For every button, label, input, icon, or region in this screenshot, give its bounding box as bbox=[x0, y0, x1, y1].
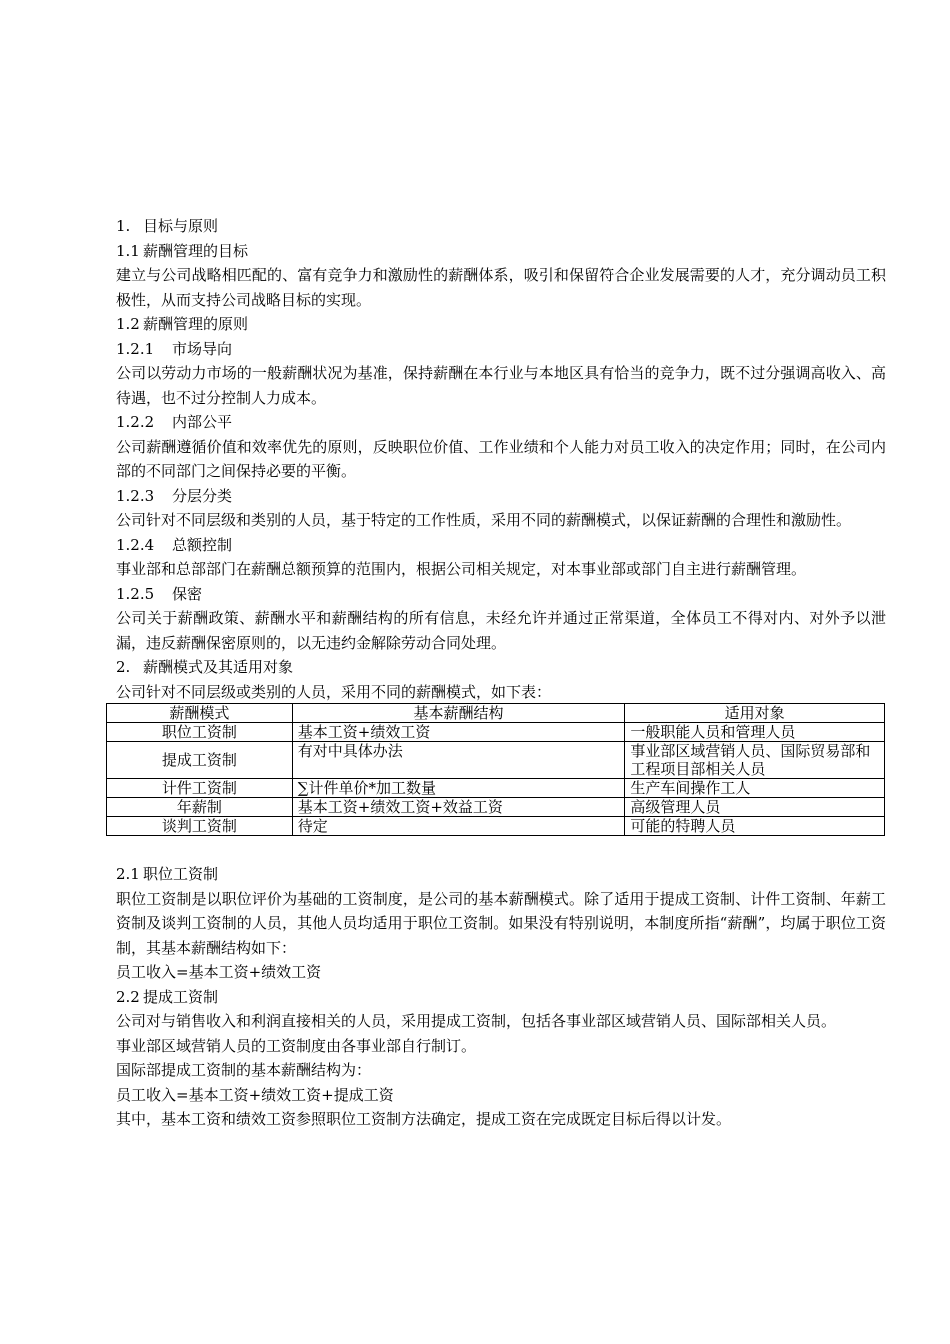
section-1-2-1-heading: 1.2.1 市场导向 bbox=[116, 339, 233, 358]
table-cell-target: 一般职能人员和管理人员 bbox=[625, 723, 885, 742]
section-1-1-heading: 1.1 薪酬管理的目标 bbox=[116, 241, 249, 260]
section-2-2-body: 其中，基本工资和绩效工资参照职位工资制方法确定，提成工资在完成既定目标后得以计发。 bbox=[116, 1110, 732, 1128]
table-cell-target: 可能的特聘人员 bbox=[625, 817, 885, 836]
table-cell-structure: 有对中具体办法 bbox=[292, 742, 625, 779]
table-cell-model: 谈判工资制 bbox=[107, 817, 293, 836]
table-row bbox=[107, 817, 885, 836]
section-1-2-1-body: 公司以劳动力市场的一般薪酬状况为基准，保持薪酬在本行业与本地区具有恰当的竞争力，既不过分强调高收入、高待遇，也不过分控制人力成本。 bbox=[116, 364, 886, 407]
section-1-2-4-heading: 1.2.4 总额控制 bbox=[116, 535, 233, 554]
spacer bbox=[116, 836, 886, 862]
section-2-1-heading: 2.1 职位工资制 bbox=[116, 865, 219, 883]
section-1-heading: 1. 目标与原则 bbox=[116, 217, 219, 235]
section-1-2-5-heading: 1.2.5 保密 bbox=[116, 584, 203, 603]
table-header-cell: 适用对象 bbox=[625, 704, 885, 723]
section-2-1-body: 职位工资制是以职位评价为基础的工资制度，是公司的基本薪酬模式。除了适用于提成工资制、计件工资制、年薪工资制及谈判工资制的人员，其他人员均适用于职位工资制。如果没有特别说明，本制度所指“薪酬”，均属于职位工资制，其基本薪酬结构如下： bbox=[116, 889, 886, 957]
section-1-1-body: 建立与公司战略相匹配的、富有竞争力和激励性的薪酬体系，吸引和保留符合企业发展需要的人才，充分调动员工积极性，从而支持公司战略目标的实现。 bbox=[116, 266, 886, 309]
section-2-2-body: 事业部区域营销人员的工资制度由各事业部自行制订。 bbox=[116, 1036, 477, 1055]
section-1-2-heading: 1.2 薪酬管理的原则 bbox=[116, 315, 249, 333]
table-header-cell: 薪酬模式 bbox=[107, 704, 293, 723]
table-row bbox=[107, 742, 885, 779]
table-cell-model: 职位工资制 bbox=[107, 723, 293, 742]
section-2-heading: 2. 薪酬模式及其适用对象 bbox=[116, 658, 294, 676]
table-header-row bbox=[107, 704, 885, 723]
table-header-cell: 基本薪酬结构 bbox=[292, 704, 625, 723]
section-2-2-formula: 员工收入=基本工资+绩效工资+提成工资 bbox=[116, 1085, 394, 1104]
section-1-2-2-body: 公司薪酬遵循价值和效率优先的原则，反映职位价值、工作业绩和个人能力对员工收入的决定作用；同时，在公司内部的不同部门之间保持必要的平衡。 bbox=[116, 437, 886, 480]
table-cell-target: 事业部区域营销人员、国际贸易部和工程项目部相关人员 bbox=[625, 742, 885, 779]
table-cell-model: 年薪制 bbox=[107, 798, 293, 817]
table-cell-structure: 基本工资+绩效工资 bbox=[292, 723, 625, 742]
table-cell-structure: ∑计件单价*加工数量 bbox=[292, 779, 625, 798]
section-2-2-body: 国际部提成工资制的基本薪酬结构为： bbox=[116, 1061, 372, 1079]
pay-model-table bbox=[106, 703, 885, 836]
table-cell-model: 计件工资制 bbox=[107, 779, 293, 798]
section-1-2-2-heading: 1.2.2 内部公平 bbox=[116, 413, 233, 431]
section-2-2-body: 公司对与销售收入和利润直接相关的人员，采用提成工资制，包括各事业部区域营销人员、国际部相关人员。 bbox=[116, 1012, 837, 1030]
section-1-2-4-body: 事业部和总部部门在薪酬总额预算的范围内，根据公司相关规定，对本事业部或部门自主进行薪酬管理。 bbox=[116, 560, 807, 578]
document-content bbox=[116, 214, 886, 1132]
section-1-2-3-body: 公司针对不同层级和类别的人员，基于特定的工作性质，采用不同的薪酬模式，以保证薪酬的合理性和激励性。 bbox=[116, 511, 852, 529]
table-cell-model: 提成工资制 bbox=[107, 742, 293, 779]
section-2-1-formula: 员工收入=基本工资+绩效工资 bbox=[116, 963, 322, 981]
section-2-intro: 公司针对不同层级或类别的人员，采用不同的薪酬模式，如下表： bbox=[116, 682, 552, 701]
table-cell-structure: 基本工资+绩效工资+效益工资 bbox=[292, 798, 625, 817]
table-row bbox=[107, 798, 885, 817]
table-row bbox=[107, 723, 885, 742]
table-row bbox=[107, 779, 885, 798]
section-2-2-heading: 2.2 提成工资制 bbox=[116, 987, 219, 1006]
section-1-2-5-body: 公司关于薪酬政策、薪酬水平和薪酬结构的所有信息，未经允许并通过正常渠道，全体员工不得对内、对外予以泄漏，违反薪酬保密原则的，以无违约金解除劳动合同处理。 bbox=[116, 609, 886, 652]
table-cell-target: 生产车间操作工人 bbox=[625, 779, 885, 798]
table-cell-target: 高级管理人员 bbox=[625, 798, 885, 817]
section-1-2-3-heading: 1.2.3 分层分类 bbox=[116, 486, 233, 505]
table-cell-structure: 待定 bbox=[292, 817, 625, 836]
